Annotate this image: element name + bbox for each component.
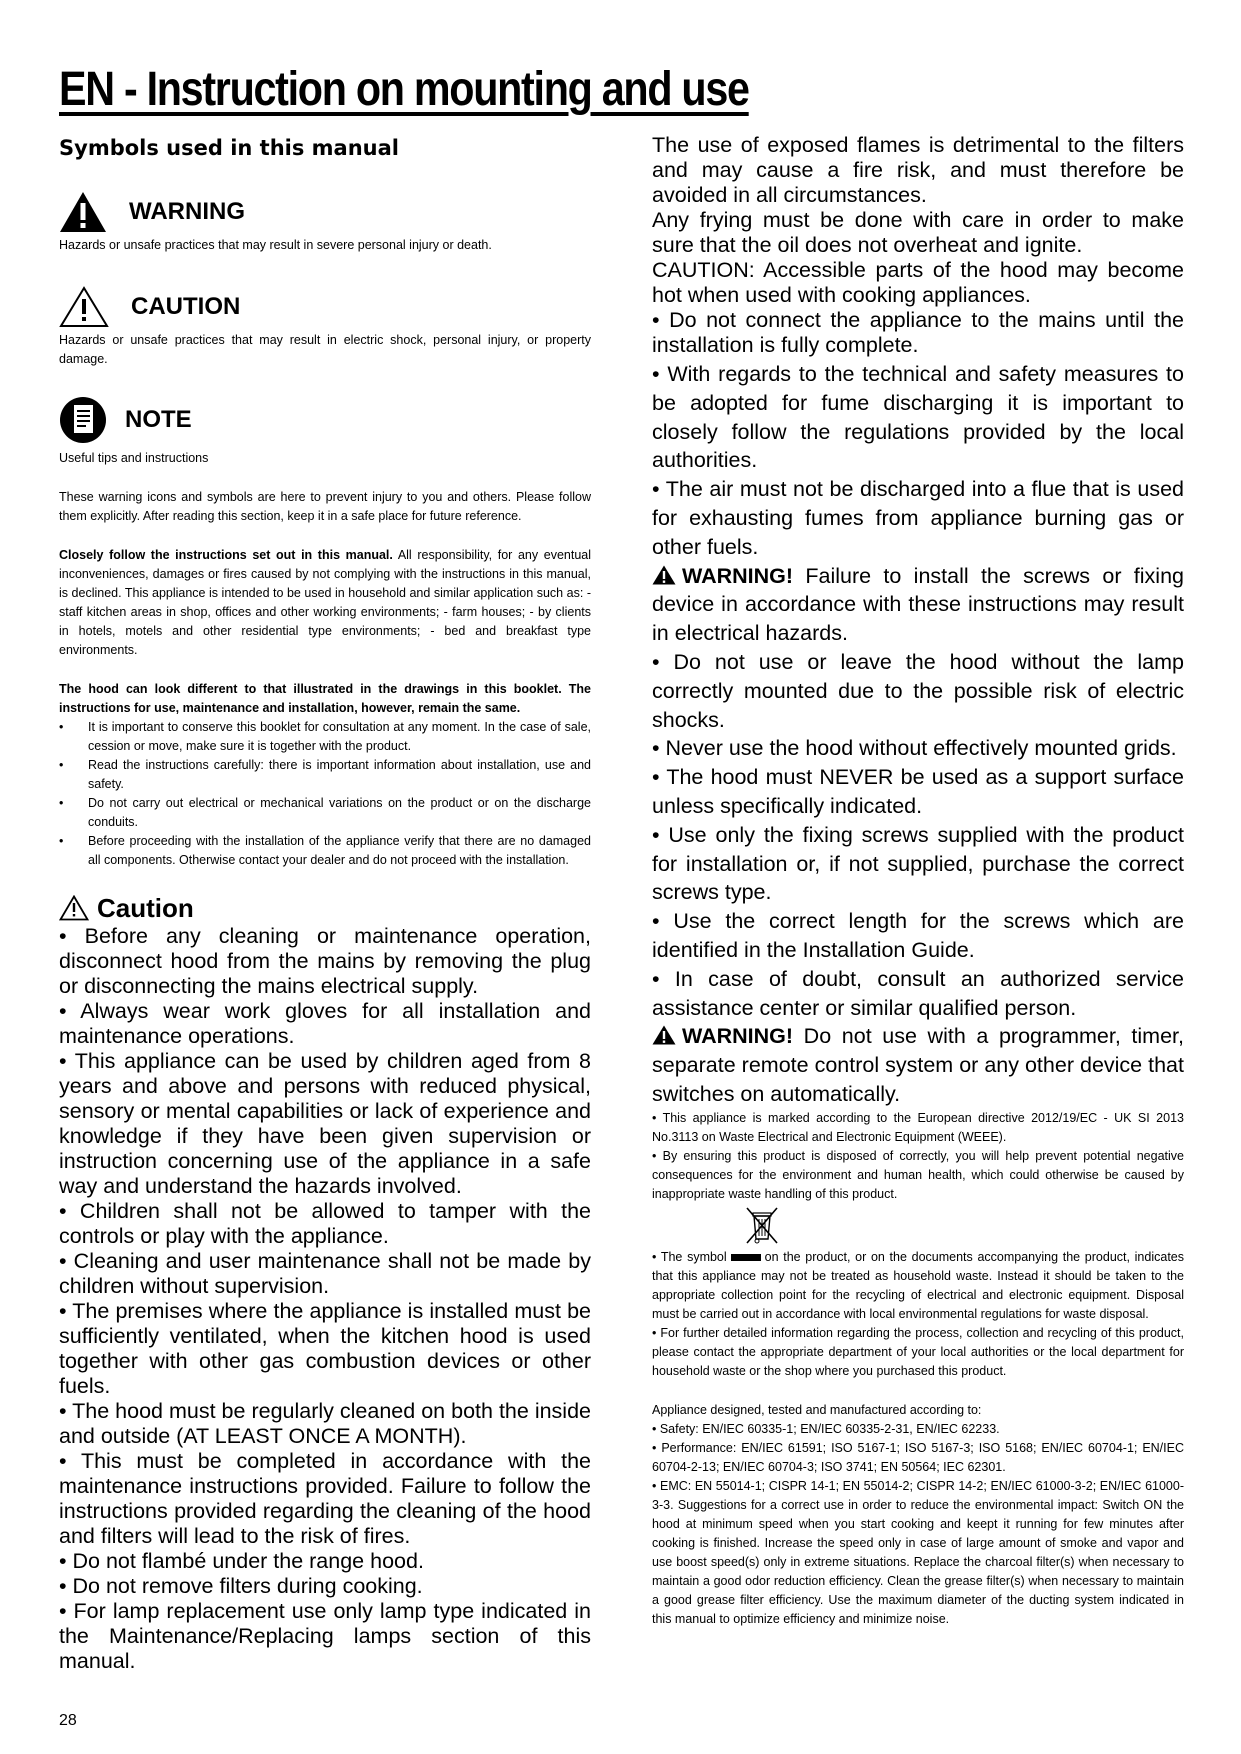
warning-label: WARNING! [682, 1024, 794, 1049]
responsibility-bold: Closely follow the instructions set out in this manual. [59, 548, 393, 562]
general-bullets [59, 718, 591, 870]
caution-item: • Do not remove filters during cooking. [59, 1574, 423, 1598]
caution-label: CAUTION [131, 293, 241, 320]
symbol-paragraph [652, 1248, 1184, 1324]
standards-line: • EMC: EN 55014-1; CISPR 14-1; EN 55014-2; CISPR 14-2; EN/IEC 61000-3-2; EN/IEC 61000-3-3. Suggestions for a correct use in order to reduce the environmental impact: Switch ON the hood at minimum speed when you start cooking and keept it running for few minutes after cooking is finished. Increase the speed only in case of large amount of smoke and vapor and use boost speed(s) only in extreme situations. Replace the charcoal filter(s) when necessary to maintain a good odor reduction efficiency. Clean the grease filter(s) when necessary to maintain a good grease filter efficiency. Use the maximum diameter of the ducting system indicated in this manual to optimize efficiency and minimize noise. [652, 1478, 1184, 1626]
caution-outline-icon [59, 895, 89, 921]
hood-note: The hood can look different to that illustrated in the drawings in this booklet. The instructions for use, maintenance and installation, however, remain the same. [59, 682, 591, 715]
symbol-after: on the product, or on the documents accompanying the product, indicates that this appliance may not be treated as household waste. Instead it should be taken to the appropriate collection point for the recycling of electrical and electronic equipment. Disposal must be carried out in accordance with local environmental regulations for waste disposal. [652, 1249, 1184, 1321]
right-column [652, 133, 1184, 1629]
caution-item: • Before any cleaning or maintenance operation, disconnect hood from the mains by removing the plug or disconnecting the mains electrical supply. [59, 924, 591, 998]
list-item: • Read the instructions carefully: there is important information about installation, use and safety. [59, 756, 591, 794]
symbols-heading: Symbols used in this manual [59, 136, 399, 160]
safety-paragraph: • Do not use or leave the hood without the lamp correctly mounted due to the possible risk of electric shocks. [652, 649, 1184, 732]
warning-paragraph-2 [652, 1022, 1184, 1108]
safety-paragraph: • In case of doubt, consult an authorized service assistance center or similar qualified person. [652, 966, 1184, 1020]
warning-description: Hazards or unsafe practices that may result in severe personal injury or death. [59, 238, 492, 252]
safety-paragraph: The use of exposed flames is detrimental to the filters and may cause a fire risk, and must therefore be avoided in all circumstances. [652, 133, 1184, 207]
list-item: • Do not carry out electrical or mechanical variations on the product or on the discharge conduits. [59, 794, 591, 832]
caution-item: • Always wear work gloves for all installation and maintenance operations. [59, 999, 591, 1048]
warning-text: Failure to install the screws or fixing device in accordance with these instructions may result in electrical hazards. [652, 563, 1184, 646]
safety-paragraph: • Use only the fixing screws supplied with the product for installation or, if not supplied, purchase the correct screws type. [652, 822, 1184, 905]
caution-item: • Children shall not be allowed to tamper with the controls or play with the appliance. [59, 1199, 591, 1248]
crossed-bin-icon [742, 1206, 782, 1244]
warning-paragraph-1 [652, 562, 1184, 648]
safety-paragraph: • With regards to the technical and safety measures to be adopted for fume discharging it is important to closely follow the regulations provided by the local authorities. [652, 362, 1184, 473]
caution-outline-icon [59, 286, 109, 328]
safety-paragraph: • The hood must NEVER be used as a support surface unless specifically indicated. [652, 765, 1184, 818]
safety-paragraph: • Never use the hood without effectively mounted grids. [652, 736, 1177, 761]
caution-item: • The hood must be regularly cleaned on both the inside and outside (AT LEAST ONCE A MONTH). [59, 1399, 591, 1448]
warning-label: WARNING! [682, 563, 794, 588]
weee-bin-area [652, 1204, 1184, 1248]
warning-filled-icon [652, 565, 676, 585]
caution-item: • Cleaning and user maintenance shall not be made by children without supervision. [59, 1249, 591, 1298]
warning-text: Do not use with a programmer, timer, separate remote control system or any other device that switches on automatically. [652, 1024, 1184, 1106]
intro-paragraph: These warning icons and symbols are here to prevent injury to you and others. Please follow them explicitly. After reading this section, keep it in a safe place for future reference. [59, 490, 591, 523]
note-document-icon [59, 396, 107, 444]
standards-line: Appliance designed, tested and manufactured according to: [652, 1402, 982, 1417]
warning-filled-icon [652, 1025, 676, 1045]
caution-symbol-row [59, 285, 591, 329]
note-symbol-row [59, 395, 591, 445]
note-label: NOTE [125, 406, 192, 433]
caution-item: • For lamp replacement use only lamp type indicated in the Maintenance/Replacing lamps section of this manual. [59, 1599, 591, 1673]
warning-filled-icon [59, 191, 107, 233]
standards-line: • Performance: EN/IEC 61591; ISO 5167-1; ISO 5167-3; ISO 5168; EN/IEC 60704-1; EN/IEC 60704-2-13; EN/IEC 60704-3; ISO 3741; EN 50564; IEC 62301. [652, 1440, 1184, 1474]
page-number: 28 [59, 1712, 77, 1729]
safety-paragraph: • The air must not be discharged into a flue that is used for exhausting fumes from appliance burning gas or other fuels. [652, 477, 1184, 559]
weee-paragraph: • By ensuring this product is disposed of correctly, you will help prevent potential negative consequences for the environment and human health, which could otherwise be caused by inappropriate waste handling of this product. [652, 1148, 1184, 1201]
safety-paragraph: • Do not connect the appliance to the mains until the installation is fully complete. [652, 308, 1184, 357]
warning-label: WARNING [129, 198, 245, 225]
caution-heading: Caution [97, 892, 194, 923]
note-description: Useful tips and instructions [59, 451, 209, 465]
symbol-before: • The symbol [652, 1249, 727, 1264]
left-column [59, 136, 591, 1674]
caution-item: • This must be completed in accordance with the maintenance instructions provided. Failure to follow the instructions provided regarding the cleaning of the hood and filters will lead to the risk of fires. [59, 1449, 591, 1548]
responsibility-paragraph [59, 546, 591, 660]
caution-section-heading [59, 892, 591, 924]
warning-symbol-row [59, 190, 591, 234]
caution-item: • Do not flambé under the range hood. [59, 1549, 424, 1573]
caution-item: • This appliance can be used by children aged from 8 years and above and persons with reduced physical, sensory or mental capabilities or lack of experience and knowledge if they have been given supervision or instruction concerning use of the appliance in a safe way and understand the hazards involved. [59, 1049, 591, 1198]
safety-paragraph: • Use the correct length for the screws which are identified in the Installation Guide. [652, 909, 1184, 962]
weee-paragraph: • This appliance is marked according to the European directive 2012/19/EC - UK SI 2013 No.3113 on Waste Electrical and Electronic Equipment (WEEE). [652, 1110, 1184, 1144]
standards-line: • Safety: EN/IEC 60335-1; EN/IEC 60335-2-31, EN/IEC 62233. [652, 1421, 1000, 1436]
safety-paragraph: CAUTION: Accessible parts of the hood may become hot when used with cooking appliances. [652, 258, 1184, 307]
caution-item: • The premises where the appliance is installed must be sufficiently ventilated, when the kitchen hood is used together with other gas combustion devices or other fuels. [59, 1299, 591, 1398]
further-info-paragraph: • For further detailed information regarding the process, collection and recycling of this product, please contact the appropriate department of your local authorities or the local department for household waste or the shop where you purchased this product. [652, 1325, 1184, 1378]
responsibility-text: All responsibility, for any eventual inconveniences, damages or fires caused by not complying with the instructions in this manual, is declined. This appliance is intended to be used in household and similar application such as: - staff kitchen areas in shop, offices and other working environments; - farm houses; - by clients in hotels, motels and other residential type environments; - bed and breakfast type environments. [59, 548, 591, 657]
list-item: • Before proceeding with the installation of the appliance verify that there are no damaged all components. Otherwise contact your dealer and do not proceed with the installation. [59, 832, 591, 870]
caution-description: Hazards or unsafe practices that may result in electric shock, personal injury, or property damage. [59, 333, 591, 366]
list-item: • It is important to conserve this booklet for consultation at any moment. In the case of sale, cession or move, make sure it is together with the product. [59, 718, 591, 756]
weee-bar-icon [731, 1254, 761, 1261]
page-title: EN - Instruction on mounting and use [59, 63, 749, 116]
safety-paragraph: Any frying must be done with care in order to make sure that the oil does not overheat and ignite. [652, 208, 1184, 257]
